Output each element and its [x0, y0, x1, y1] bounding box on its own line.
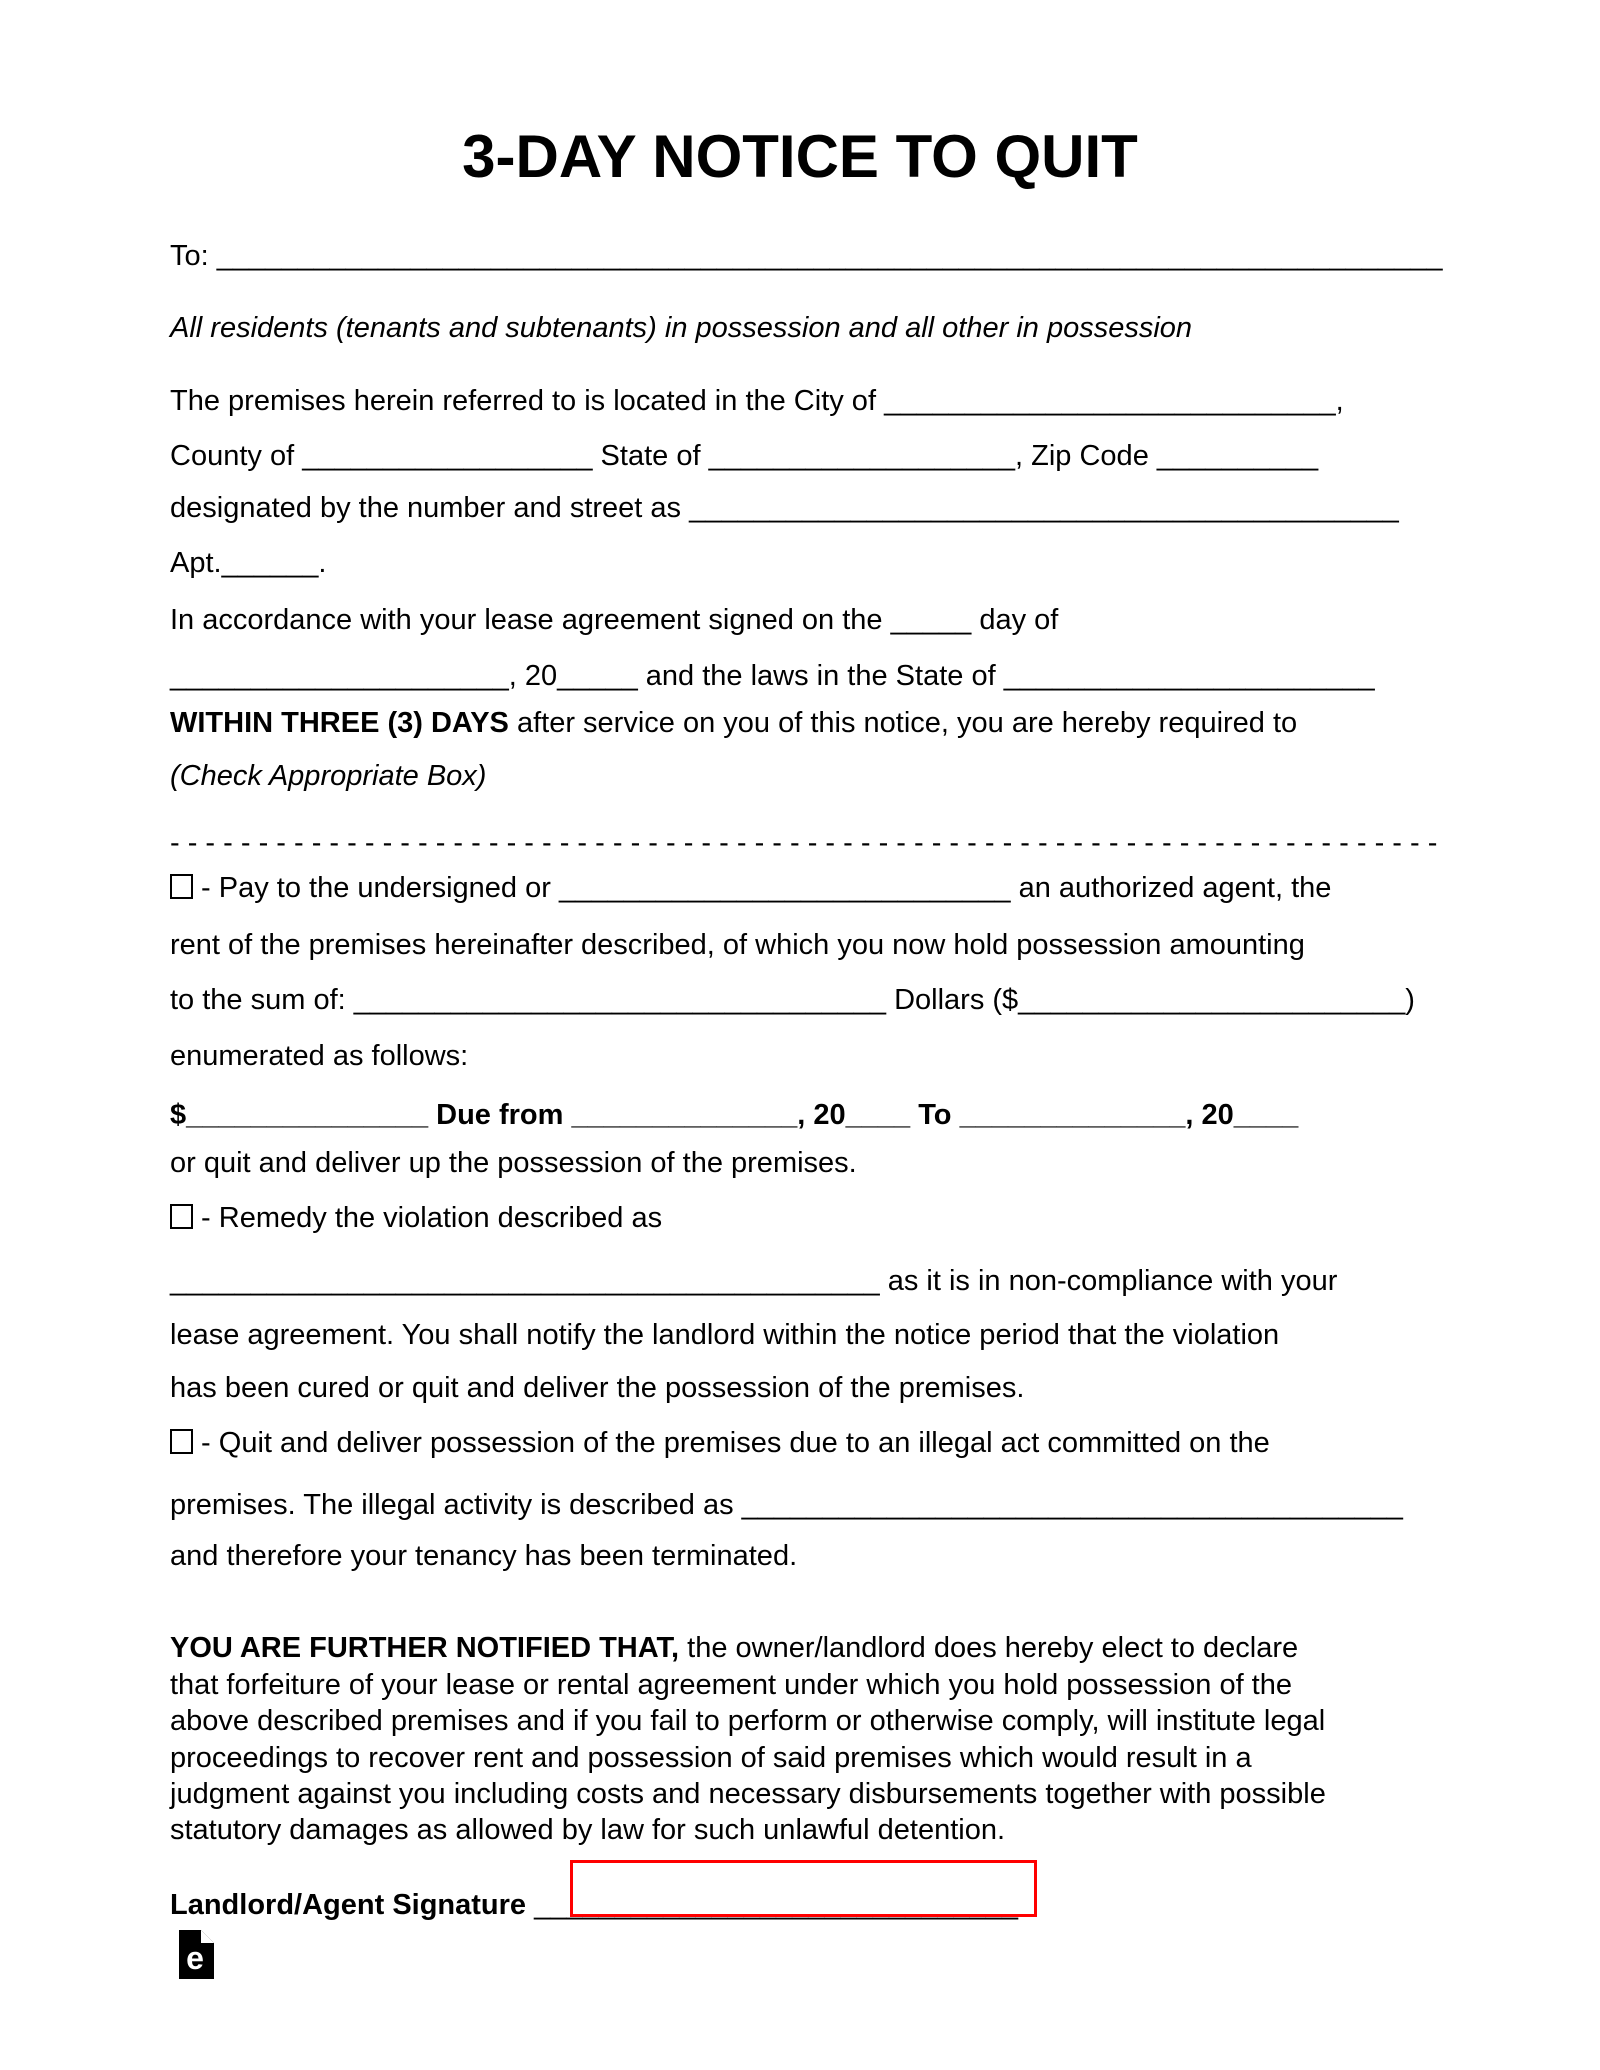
notified-line-1-text: the owner/landlord does hereby elect to declare	[679, 1632, 1299, 1664]
terminated-line-text: and therefore your tenancy has been terminated.	[170, 1540, 798, 1572]
amount-due-line-text: , 20	[1185, 1099, 1234, 1131]
lease-month-state-line-text: and the laws in the State of	[637, 660, 1004, 692]
notified-line-3-text: above described premises and if you fail to perform or otherwise comply, will institute legal	[170, 1705, 1326, 1737]
illegal-activity-line-text: premises. The illegal activity is described as	[170, 1489, 742, 1521]
due_from_year-blank-field[interactable]: ____	[845, 1099, 911, 1131]
cured-line	[170, 1369, 1024, 1407]
lease-signed-line-text: day of	[971, 604, 1059, 636]
rent_amount_number-blank-field[interactable]: ________________________	[1018, 984, 1406, 1016]
notified-line-1-text: YOU ARE FURTHER NOTIFIED THAT,	[170, 1632, 680, 1664]
county-state-zip-line-text: County of	[170, 440, 303, 472]
county-blank-field[interactable]: __________________	[302, 440, 593, 472]
notified-line-5-text: judgment against you including costs and necessary disbursements together with possible	[170, 1778, 1326, 1810]
terminated-line	[170, 1537, 797, 1575]
lease-signed-line	[170, 601, 1058, 639]
or-quit-line	[170, 1144, 857, 1182]
enumerated-line	[170, 1037, 468, 1075]
amount-due-line-text: To	[910, 1099, 960, 1131]
pay-option-line	[170, 869, 1331, 907]
check-box-note-line-text: (Check Appropriate Box)	[170, 760, 487, 792]
violation-line-text: as it is in non-compliance with your	[879, 1265, 1338, 1297]
landlord_agent_signature-blank-field[interactable]: ______________________________	[534, 1889, 1018, 1921]
notified-line-1	[170, 1629, 1298, 1667]
to-line	[170, 237, 1443, 275]
quit-option-line	[170, 1424, 1270, 1462]
county-state-zip-line-text: State of	[592, 440, 709, 472]
amount-due-line	[170, 1096, 1298, 1134]
notified-line-2	[170, 1666, 1292, 1704]
rent-possession-line	[170, 926, 1305, 964]
dashed-separator	[170, 824, 1437, 862]
amount-due-line-text: $	[170, 1099, 187, 1131]
quit-option-checkbox-icon[interactable]	[170, 1429, 193, 1454]
due_to_date-blank-field[interactable]: ______________	[959, 1099, 1186, 1131]
enumerated-line-text: enumerated as follows:	[170, 1040, 469, 1072]
dashed-separator-text: - - - - - - - - - - - - - - - - - - - - - - - - - - - - - - - - - - - - - - - - - - - - - - - - - - - - - - - - - - - - - - - - - - - - - - - -	[170, 827, 1438, 859]
illegal-activity-line	[170, 1486, 1403, 1524]
remedy-option-line-text: - Remedy the violation described as	[193, 1202, 663, 1234]
notified-line-5	[170, 1775, 1326, 1813]
check-box-note-line	[170, 757, 486, 795]
residents-line-text: All residents (tenants and subtenants) in possession and all other in possession	[170, 312, 1193, 344]
cured-line-text: has been cured or quit and deliver the possession of the premises.	[170, 1372, 1025, 1404]
to-line-text: To:	[170, 240, 217, 272]
amount-due-line-text: Due from	[428, 1099, 572, 1131]
authorized_agent-blank-field[interactable]: ____________________________	[558, 872, 1011, 904]
premises-city-line-text: ,	[1335, 385, 1344, 417]
sum-line	[170, 981, 1415, 1019]
premises-city-line-text: The premises herein referred to is located in the City of	[170, 385, 885, 417]
sum-line-text: )	[1405, 984, 1415, 1016]
within-three-days-line-text: after service on you of this notice, you are hereby required to	[508, 707, 1298, 739]
premises-city-line	[170, 382, 1344, 420]
lease-month-state-line-text: , 20	[508, 660, 558, 692]
remedy-option-line	[170, 1199, 662, 1237]
logo-letter: e	[186, 1940, 204, 1976]
lease-signed-line-text: In accordance with your lease agreement signed on the	[170, 604, 891, 636]
quit-option-line-text: - Quit and deliver possession of the premises due to an illegal act committed on the	[193, 1427, 1270, 1459]
signature-line-text: Landlord/Agent Signature	[170, 1889, 535, 1921]
law_state-blank-field[interactable]: _______________________	[1003, 660, 1375, 692]
signature-highlight-box[interactable]	[570, 1860, 1037, 1917]
apt-blank-field[interactable]: ______	[221, 547, 319, 579]
sum-line-text: Dollars ($	[886, 984, 1019, 1016]
state-blank-field[interactable]: ___________________	[708, 440, 1016, 472]
pay-option-line-text: - Pay to the undersigned or	[193, 872, 559, 904]
lease_day-blank-field[interactable]: _____	[890, 604, 972, 636]
street-line	[170, 489, 1399, 527]
residents-line	[170, 309, 1192, 347]
within-three-days-line-text: WITHIN THREE (3) DAYS	[170, 707, 509, 739]
county-state-zip-line-text: , Zip Code	[1015, 440, 1157, 472]
notified-line-2-text: that forfeiture of your lease or rental agreement under which you hold possession of the	[170, 1669, 1292, 1701]
apt-line-text: .	[318, 547, 327, 579]
lease-month-state-line	[170, 657, 1375, 695]
within-three-days-line	[170, 704, 1297, 742]
lease-agreement-line	[170, 1316, 1279, 1354]
lease_month-blank-field[interactable]: _____________________	[170, 660, 509, 692]
violation-line	[170, 1262, 1337, 1300]
eforms-logo	[179, 1930, 214, 1979]
due_to_year-blank-field[interactable]: ____	[1233, 1099, 1299, 1131]
notified-line-6-text: statutory damages as allowed by law for such unlawful detention.	[170, 1814, 1006, 1846]
remedy-option-checkbox-icon[interactable]	[170, 1204, 193, 1229]
lease-agreement-line-text: lease agreement. You shall notify the landlord within the notice period that the violation	[170, 1319, 1280, 1351]
to-blank-field[interactable]: ____________________________________________________________________________	[216, 240, 1443, 272]
pay-option-line-text: an authorized agent, the	[1010, 872, 1332, 904]
amount_due-blank-field[interactable]: _______________	[186, 1099, 429, 1131]
rent_amount_words-blank-field[interactable]: _________________________________	[353, 984, 887, 1016]
violation_description-blank-field[interactable]: ____________________________________________	[170, 1265, 880, 1297]
lease_year-blank-field[interactable]: _____	[557, 660, 638, 692]
notified-line-4-text: proceedings to recover rent and possession of said premises which would result in a	[170, 1742, 1252, 1774]
apt-line	[170, 544, 326, 582]
notified-line-4	[170, 1739, 1252, 1777]
amount-due-line-text: , 20	[797, 1099, 846, 1131]
notified-line-6	[170, 1811, 1005, 1849]
street-line-text: designated by the number and street as	[170, 492, 690, 524]
rent-possession-line-text: rent of the premises hereinafter described, of which you now hold possession amounting	[170, 929, 1305, 961]
street-blank-field[interactable]: ____________________________________________	[689, 492, 1399, 524]
apt-line-text: Apt.	[170, 547, 222, 579]
county-state-zip-line	[170, 437, 1318, 475]
illegal_activity-blank-field[interactable]: _________________________________________	[741, 1489, 1403, 1521]
due_from_date-blank-field[interactable]: ______________	[571, 1099, 798, 1131]
sum-line-text: to the sum of:	[170, 984, 354, 1016]
zip-blank-field[interactable]: __________	[1156, 440, 1319, 472]
city-blank-field[interactable]: ____________________________	[884, 385, 1336, 417]
document-title: 3-DAY NOTICE TO QUIT	[462, 123, 1138, 190]
or-quit-line-text: or quit and deliver up the possession of the premises.	[170, 1147, 857, 1179]
notified-line-3	[170, 1702, 1325, 1740]
pay-option-checkbox-icon[interactable]	[170, 874, 193, 899]
